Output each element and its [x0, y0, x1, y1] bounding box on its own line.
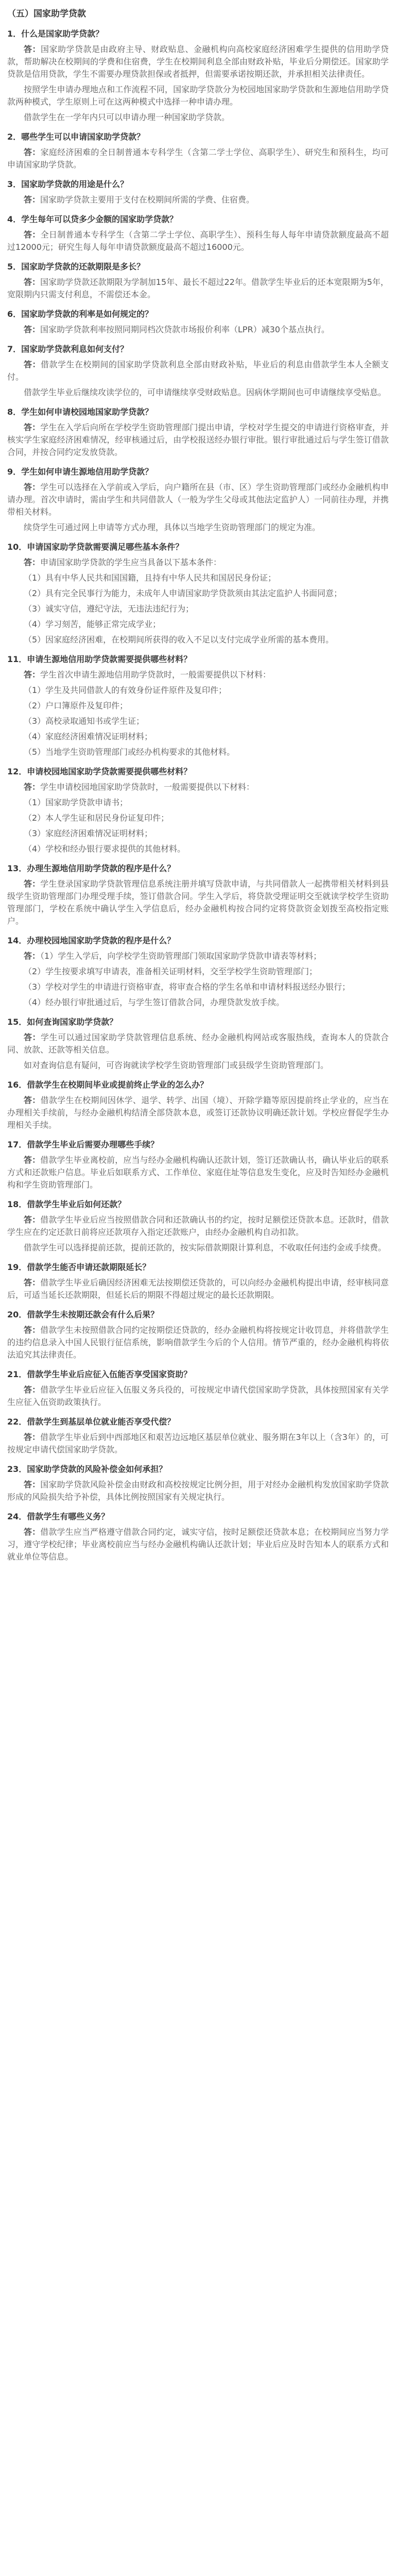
question-heading: 1．什么是国家助学贷款？	[7, 29, 104, 39]
question-heading: 17．借款学生毕业后需要办理哪些手续？	[7, 1140, 159, 1149]
answer-text: 学生首次申请生源地信用助学贷款时，一般需要提供以下材料：	[40, 670, 271, 680]
answer-label: 答：	[24, 277, 41, 287]
answer-text: 借款学生应当严格遵守借款合同约定，诚实守信，按时足额偿还贷款本息；在校期间应当努力学习，遵守学校纪律；毕业离校前应当与经办金融机构确认还款计划；毕业后应及时告知本人的联系方式和就业单位等信息。	[7, 1527, 389, 1562]
answer-text: （2）学生按要求填写申请表，准备相关证明材料，交至学校学生资助管理部门；	[24, 967, 318, 976]
answer-label: 答：	[24, 879, 41, 889]
answer-label: 答：	[24, 422, 41, 432]
answer-paragraph	[7, 1277, 389, 1301]
answer-text: 学生申请校园地国家助学贷款时，一般需要提供以下材料：	[40, 782, 255, 792]
answer-text: （3）家庭经济困难情况证明材料；	[24, 828, 153, 838]
answer-paragraph	[7, 827, 389, 840]
question-heading: 22．借款学生到基层单位就业能否享受代偿？	[7, 1417, 176, 1427]
answer-text: 借款学生在一学年内只可以申请办理一种国家助学贷款。	[24, 112, 230, 122]
question-heading: 24．借款学生有哪些义务？	[7, 1512, 110, 1521]
answer-paragraph	[7, 746, 389, 758]
question-heading: 18．借款学生毕业后如何还款？	[7, 1199, 126, 1209]
answer-text: 学生可以选择在入学前或入学后，向户籍所在县（市、区）学生资助管理部门或经办金融机构申请办理。首次申请时，需由学生和共同借款人（一般为学生父母或其他法定监护人）一同前往办理，并携带相关材料。	[7, 482, 389, 517]
answer-label: 答：	[24, 1527, 41, 1537]
answer-text: 学生登录国家助学贷款管理信息系统注册并填写贷款申请，与共同借款人一起携带相关材料到县级学生资助管理部门办理受理手续，签订借款合同。学生入学后，将贷款受理证明交至就读学校学生资助管理部门，学校在系统中确认学生入学信息后，经办金融机构按合同约定将贷款资金划拨至高校指定账户。	[7, 879, 389, 926]
answer-paragraph	[7, 981, 389, 993]
answer-text: 国家助学贷款利率按照同期同档次贷款市场报价利率（LPR）减30个基点执行。	[40, 325, 330, 334]
answer-text: （4）家庭经济困难情况证明材料；	[24, 732, 153, 741]
answer-text: （1）学生及共同借款人的有效身份证件原件及复印件；	[24, 685, 227, 695]
question-heading: 23．国家助学贷款的风险补偿金如何承担？	[7, 1464, 167, 1474]
answer-label: 答：	[24, 782, 41, 792]
answer-paragraph	[7, 950, 389, 962]
answer-text: （1）学生入学后，向学校学生资助管理部门领取国家助学贷款申请表等材料；	[40, 951, 322, 961]
answer-label: 答：	[24, 1278, 41, 1287]
question-heading: 14．办理校园地国家助学贷款的程序是什么？	[7, 936, 176, 945]
answer-paragraph	[7, 521, 389, 534]
answer-paragraph	[7, 684, 389, 697]
answer-paragraph	[7, 43, 389, 80]
answer-text: 借款学生毕业后到中西部地区和艰苦边远地区基层单位就业、服务期在3年以上（含3年）的，可按规定申请代偿国家助学贷款。	[7, 1432, 389, 1454]
answer-text: （5）因家庭经济困难，在校期间所获得的收入不足以支付完成学业所需的基本费用。	[24, 635, 334, 645]
answer-paragraph	[7, 1526, 389, 1563]
answer-text: 借款学生毕业后确因经济困难无法按期偿还贷款的，可以向经办金融机构提出申请，经审核同意后，可适当延长还款期限，但延长后的期限不得超过规定的最长还款期限。	[7, 1278, 389, 1300]
answer-text: 国家助学贷款是由政府主导、财政贴息、金融机构向高校家庭经济困难学生提供的信用助学贷款，帮助解决在校期间的学费和住宿费，学生在校期间利息全部由财政补贴，毕业后分期偿还。国家助学贷款是信用贷款，学生不需要办理贷款担保或者抵押，但需要承诺按期还款，并承担相关法律责任。	[7, 44, 389, 79]
answer-paragraph	[7, 324, 389, 336]
answer-label: 答：	[24, 325, 41, 334]
answer-paragraph	[7, 996, 389, 1009]
answer-label: 答：	[24, 1325, 41, 1335]
answer-label: 答：	[24, 951, 41, 961]
answer-label: 答：	[24, 230, 41, 240]
answer-label: 答：	[24, 1155, 41, 1165]
answer-paragraph	[7, 146, 389, 171]
answer-label: 答：	[24, 1480, 41, 1489]
answer-text: （2）具有完全民事行为能力，未成年人申请国家助学贷款须由其法定监护人书面同意；	[24, 588, 342, 598]
answer-paragraph	[7, 796, 389, 809]
question-heading: 15．如何查询国家助学贷款？	[7, 1017, 118, 1027]
answer-paragraph	[7, 843, 389, 855]
question-heading: 13．办理生源地信用助学贷款的程序是什么？	[7, 863, 176, 873]
section-title: （五）国家助学贷款	[7, 9, 86, 19]
answer-text: （5）当地学生资助管理部门或经办机构要求的其他材料。	[24, 747, 235, 757]
answer-text: （4）学校和经办银行要求提供的其他材料。	[24, 844, 186, 854]
answer-paragraph	[7, 111, 389, 124]
question-heading: 3．国家助学贷款的用途是什么？	[7, 179, 129, 189]
answer-text: （3）诚实守信，遵纪守法，无违法违纪行为；	[24, 604, 194, 614]
answer-label: 答：	[24, 44, 41, 54]
answer-text: 借款学生未按照借款合同约定按期偿还贷款的，经办金融机构将按规定计收罚息，并将借款学生的违约信息录入中国人民银行征信系统，影响借款学生今后的个人信用。情节严重的，经办金融机构将依法追究其法律责任。	[7, 1325, 389, 1360]
answer-label: 答：	[24, 557, 41, 567]
answer-text: 国家助学贷款还款期限为学制加15年、最长不超过22年。借款学生毕业后的还本宽限期为5年，宽限期内只需支付利息，不需偿还本金。	[7, 277, 389, 299]
answer-text: （4）学习刻苦，能够正常完成学业；	[24, 619, 161, 629]
question-heading: 8．学生如何申请校园地国家助学贷款？	[7, 407, 153, 417]
answer-text: 借款学生毕业离校前，应当与经办金融机构确认还款计划，签订还款确认书，确认毕业后的联系方式和还款账户信息。毕业后如联系方式、工作单位、家庭住址等信息发生变化，应及时告知经办金融机构和学生资助管理部门。	[7, 1155, 389, 1190]
answer-paragraph	[7, 603, 389, 615]
answer-label: 答：	[24, 1215, 41, 1225]
answer-text: （1）具有中华人民共和国国籍，且持有中华人民共和国居民身份证；	[24, 573, 276, 583]
answer-paragraph	[7, 1214, 389, 1239]
answer-text: （2）户口簿原件及复印件；	[24, 701, 128, 710]
answer-label: 答：	[24, 670, 41, 680]
answer-paragraph	[7, 1479, 389, 1503]
answer-paragraph	[7, 700, 389, 712]
answer-label: 答：	[24, 1385, 41, 1395]
answer-paragraph	[7, 669, 389, 681]
answer-paragraph	[7, 731, 389, 743]
question-heading: 4．学生每年可以贷多少金额的国家助学贷款？	[7, 214, 178, 224]
answer-label: 答：	[24, 195, 41, 205]
answer-text: 按照学生申请办理地点和工作流程不同，国家助学贷款分为校园地国家助学贷款和生源地信用助学贷款两种模式，学生原则上可在这两种模式中选择一种申请办理。	[7, 84, 389, 107]
answer-paragraph	[7, 878, 389, 927]
answer-text: 申请国家助学贷款的学生应当具备以下基本条件：	[40, 557, 222, 567]
answer-paragraph	[7, 1154, 389, 1191]
answer-label: 答：	[24, 147, 41, 157]
answer-paragraph	[7, 1059, 389, 1072]
answer-text: （1）国家助学贷款申请书；	[24, 798, 128, 807]
question-heading: 9．学生如何申请生源地信用助学贷款？	[7, 467, 153, 477]
answer-paragraph	[7, 587, 389, 600]
answer-label: 答：	[24, 482, 41, 492]
answer-text: 借款学生毕业后应征入伍服义务兵役的，可按规定申请代偿国家助学贷款，具体按照国家有关学生应征入伍资助政策执行。	[7, 1385, 389, 1407]
answer-text: 如对查询信息有疑问，可咨询就读学校学生资助管理部门或县级学生资助管理部门。	[24, 1060, 329, 1070]
answer-paragraph	[7, 83, 389, 108]
answer-text: 国家助学贷款主要用于支付在校期间所需的学费、住宿费。	[40, 195, 255, 205]
question-heading: 19．借款学生能否申请还款期限延长？	[7, 1262, 151, 1272]
answer-text: 国家助学贷款风险补偿金由财政和高校按规定比例分担，用于对经办金融机构发放国家助学贷款形成的风险损失给予补偿，具体比例按照国家有关规定执行。	[7, 1480, 389, 1502]
answer-text: （3）高校录取通知书或学生证；	[24, 716, 145, 726]
answer-paragraph	[7, 1031, 389, 1056]
answer-paragraph	[7, 812, 389, 824]
answer-paragraph	[7, 618, 389, 631]
answer-text: 学生在入学后向所在学校学生资助管理部门提出申请，学校对学生提交的申请进行资格审查，并核实学生家庭经济困难情况，经审核通过后，由学校报送经办银行审批。银行审批通过后与学生签订借款合同，并按合同约定发放贷款。	[7, 422, 389, 457]
answer-label: 答：	[24, 360, 41, 369]
question-heading: 2．哪些学生可以申请国家助学贷款？	[7, 132, 145, 142]
question-heading: 6．国家助学贷款的利率是如何规定的？	[7, 309, 153, 319]
question-heading: 21．借款学生毕业后应征入伍能否享受国家资助？	[7, 1369, 192, 1379]
answer-paragraph	[7, 715, 389, 727]
answer-text: 学生可以通过国家助学贷款管理信息系统、经办金融机构网站或客服热线，查询本人的贷款合同、放款、还款等相关信息。	[7, 1032, 389, 1055]
answer-text: （4）经办银行审批通过后，与学生签订借款合同，办理贷款发放手续。	[24, 997, 285, 1007]
answer-label: 答：	[24, 1432, 41, 1442]
answer-label: 答：	[24, 1095, 41, 1105]
answer-label: 答：	[24, 1032, 41, 1042]
answer-text: 借款学生在校期间的国家助学贷款利息全部由财政补贴，毕业后的利息由借款学生本人全额支付。	[7, 360, 389, 382]
answer-paragraph	[7, 781, 389, 793]
answer-paragraph	[7, 386, 389, 399]
answer-paragraph	[7, 572, 389, 584]
answer-text: 家庭经济困难的全日制普通本专科学生（含第二学士学位、高职学生）、研究生和预科生，均可申请国家助学贷款。	[7, 147, 389, 170]
qa-content	[7, 28, 389, 1563]
answer-text: 续贷学生可通过网上申请等方式办理，具体以当地学生资助管理部门的规定为准。	[24, 522, 321, 532]
answer-paragraph	[7, 1242, 389, 1254]
answer-text: （2）本人学生证和居民身份证复印件；	[24, 813, 169, 823]
answer-text: 借款学生毕业后应当按照借款合同和还款确认书的约定，按时足额偿还贷款本息。还款时，借款学生应在约定还款日前将应还款项存入指定还款账户，由经办金融机构自动扣款。	[7, 1215, 389, 1237]
answer-paragraph	[7, 1324, 389, 1361]
question-heading: 7．国家助学贷款利息如何支付？	[7, 344, 129, 354]
answer-paragraph	[7, 965, 389, 978]
answer-text: 借款学生毕业后继续攻读学位的，可申请继续享受财政贴息。因病休学期间也可申请继续享受贴息。	[24, 387, 387, 397]
answer-paragraph	[7, 634, 389, 646]
answer-paragraph	[7, 1384, 389, 1409]
answer-text: （3）学校对学生的申请进行资格审查，将审查合格的学生名单和申请材料报送经办银行；	[24, 982, 351, 992]
answer-paragraph	[7, 481, 389, 518]
question-heading: 5．国家助学贷款的还款期限是多长？	[7, 262, 145, 272]
answer-text: 借款学生可以选择提前还款，提前还款的，按实际借款期限计算利息，不收取任何违约金或手续费。	[24, 1243, 387, 1252]
answer-paragraph	[7, 194, 389, 206]
question-heading: 20．借款学生未按期还款会有什么后果？	[7, 1310, 159, 1319]
question-heading: 12．申请校园地国家助学贷款需要提供哪些材料？	[7, 767, 192, 776]
question-heading: 16．借款学生在校期间毕业或提前终止学业的怎么办？	[7, 1080, 209, 1090]
answer-paragraph	[7, 1431, 389, 1456]
question-heading: 10．申请国家助学贷款需要满足哪些基本条件？	[7, 542, 184, 552]
answer-paragraph	[7, 229, 389, 253]
answer-text: 全日制普通本专科学生（含第二学士学位、高职学生）、预科生每人每年申请贷款额度最高不超过12000元；研究生每人每年申请贷款额度最高不超过16000元。	[7, 230, 389, 252]
answer-paragraph	[7, 276, 389, 301]
answer-paragraph	[7, 556, 389, 569]
answer-paragraph	[7, 421, 389, 459]
answer-text: 借款学生在校期间因休学、退学、转学、出国（境）、开除学籍等原因提前终止学业的，应当在办理相关手续前，与经办金融机构结清全部贷款本息，或签订还款协议明确还款计划。学校应督促学生办理相关手续。	[7, 1095, 389, 1130]
answer-paragraph	[7, 1094, 389, 1131]
question-heading: 11．申请生源地信用助学贷款需要提供哪些材料？	[7, 654, 192, 664]
answer-paragraph	[7, 359, 389, 383]
